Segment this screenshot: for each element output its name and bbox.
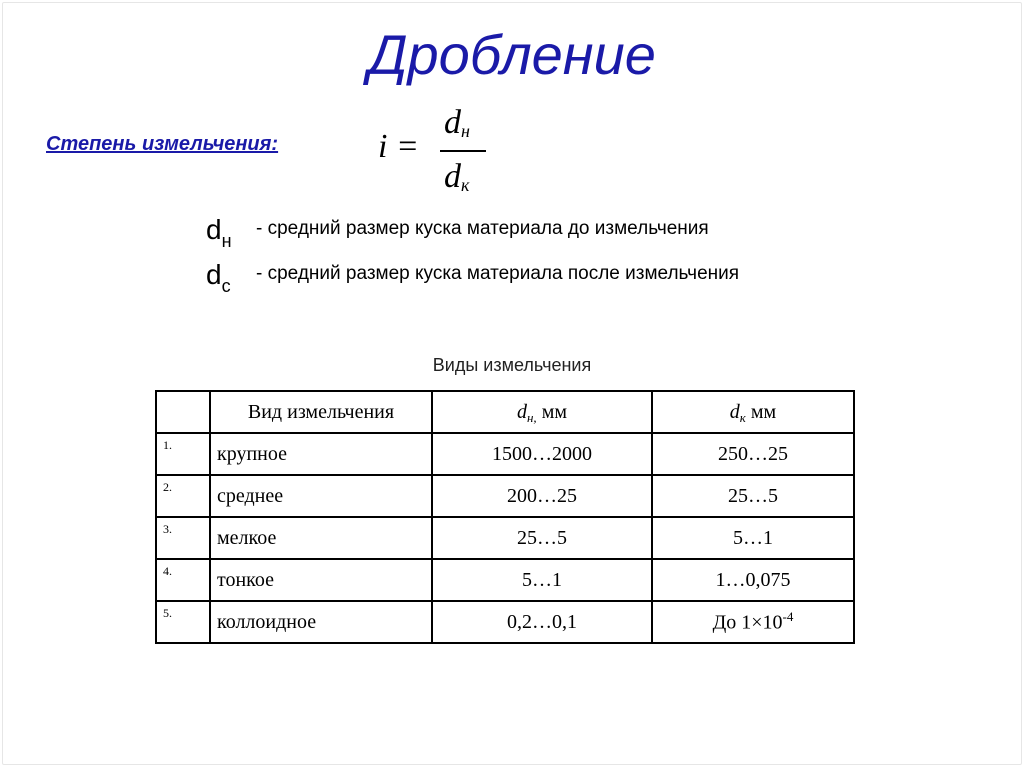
formula-numerator: dн [444,104,470,141]
table-row [156,559,854,601]
row-number: 5. [156,601,210,643]
row-type: крупное [210,433,432,475]
table-row [156,601,854,643]
row-dk: 5…1 [652,517,854,559]
row-dn: 200…25 [432,475,652,517]
formula-fraction [440,100,486,208]
definition-symbol: $d_н$ [206,214,232,251]
formula-lhs: i = [378,128,419,165]
row-type: коллоидное [210,601,432,643]
row-dn: 25…5 [432,517,652,559]
formula-denominator: dк [444,158,470,195]
row-dk: 1…0,075 [652,559,854,601]
table-row [156,517,854,559]
row-number: 4. [156,559,210,601]
header-type: Вид измельчения [210,391,432,433]
header-num-cell [156,391,210,433]
fraction-bar [440,150,486,152]
row-type: среднее [210,475,432,517]
row-number: 3. [156,517,210,559]
row-dk: 25…5 [652,475,854,517]
row-number: 2. [156,475,210,517]
row-type: тонкое [210,559,432,601]
grinding-types-table [155,390,855,644]
definition-symbol: $d_c$ [206,259,231,296]
table-header-row [156,391,854,433]
row-type: мелкое [210,517,432,559]
table-row [156,433,854,475]
degree-formula [378,100,593,208]
table-caption: Виды измельчения [432,355,592,375]
row-dn: 5…1 [432,559,652,601]
row-dn: 0,2…0,1 [432,601,652,643]
definition-text: - средний размер куска материала после измельчения [256,263,740,284]
row-dk: 250…25 [652,433,854,475]
header-dn: $d_{н,}$ мм [432,391,652,433]
page-title: Дробление [368,23,656,86]
row-dk: До $1\times 10^{-4}$ [652,601,854,643]
header-dk: $d_к$ мм [652,391,854,433]
row-dn: 1500…2000 [432,433,652,475]
degree-label: Степень измельчения: [46,133,279,155]
definition-text: - средний размер куска материала до измельчения [256,218,709,239]
table-row [156,475,854,517]
row-number: 1. [156,433,210,475]
